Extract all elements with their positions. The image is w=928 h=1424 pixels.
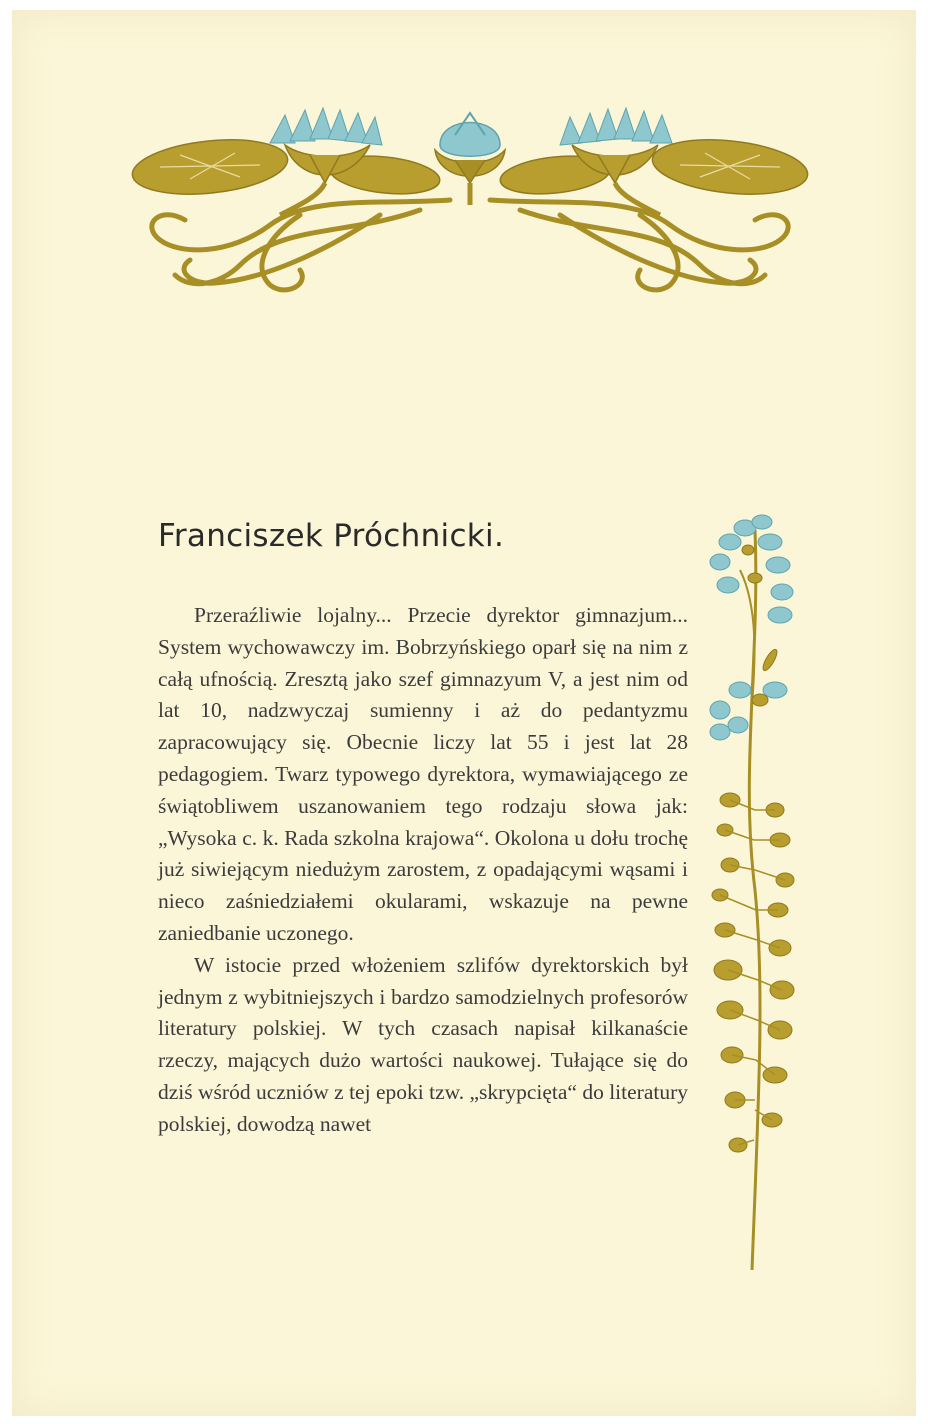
book-page	[12, 10, 916, 1416]
body-text	[158, 600, 688, 1141]
flowering-plant-ornament	[700, 510, 820, 1290]
paragraph: Przeraźliwie lojalny... Przecie dyrektor gimnazjum... System wychowawczy im. Bobrzyńskiego oparł się na nim z całą ufnością. Zresztą jako szef gimnazyum V, a jest nim od lat 10, nadzwyczaj sumienny i aż do pedantyzmu zapracowujący się. Obecnie liczy lat 55 i jest lat 28 pedagogiem. Twarz typowego dyrektora, wymawiającego ze świątobliwem uszanowaniem tego rodzaju słowa jak: „Wysoka c. k. Rada szkolna krajowa“. Okolona u dołu trochę już siwiejącym niedużym zarostem, z opadającymi wąsami i nieco zaśniedziałemi okularami, wskazuje na pewne zaniedbanie uczonego.	[158, 603, 688, 945]
page-title: Franciszek Próchnicki.	[158, 518, 505, 554]
water-lily-ornament	[120, 105, 820, 295]
paragraph: W istocie przed włożeniem szlifów dyrektorskich był jednym z wybitniejszych i bardzo samodzielnych profesorów literatury polskiej. W tych czasach napisał kilkanaście rzeczy, mających dużo wartości naukowej. Tułające się do dziś wśród uczniów z tej epoki tzw. „skrypcięta“ do literatury polskiej, dowodzą nawet	[158, 952, 688, 1136]
